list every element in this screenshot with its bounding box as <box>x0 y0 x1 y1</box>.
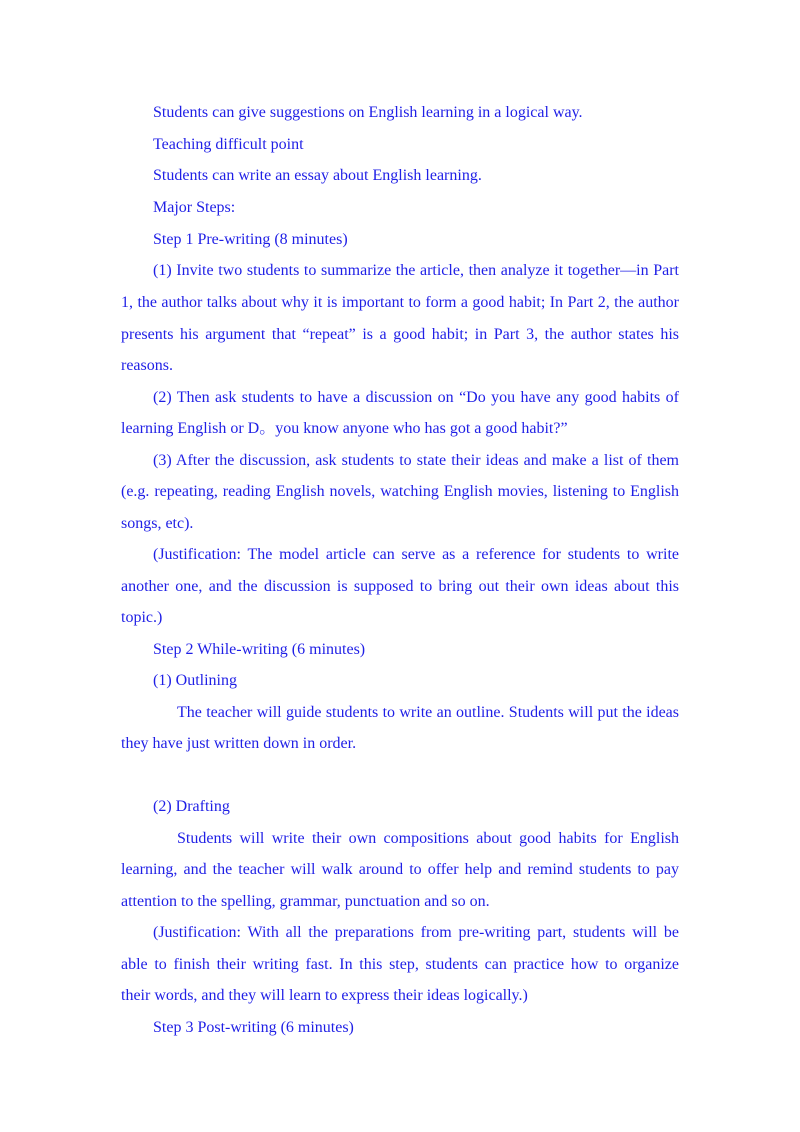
justification-line: their words, and they will learn to express their ideas logically.) <box>121 987 528 1004</box>
paragraph-line: learning, and the teacher will walk around to offer help and remind students to pay <box>121 861 679 878</box>
step-2-heading: Step 2 While-writing (6 minutes) <box>153 641 366 658</box>
paragraph-line: attention to the spelling, grammar, punctuation and so on. <box>121 893 490 910</box>
section-heading-major-steps: Major Steps: <box>153 199 236 216</box>
objective-line: Students can give suggestions on English learning in a logical way. <box>153 104 583 121</box>
justification-line: (Justification: The model article can serve as a reference for students to write <box>153 546 679 563</box>
paragraph-line: learning English or D。you know anyone who has got a good habit?” <box>121 420 568 437</box>
paragraph-line: The teacher will guide students to write an outline. Students will put the ideas <box>177 704 679 721</box>
paragraph-line: they have just written down in order. <box>121 735 357 752</box>
paragraph-line: songs, etc). <box>121 515 194 532</box>
paragraph-line: (e.g. repeating, reading English novels, watching English movies, listening to English <box>121 483 679 500</box>
step-3-heading: Step 3 Post-writing (6 minutes) <box>153 1019 354 1036</box>
step-1-heading: Step 1 Pre-writing (8 minutes) <box>153 231 348 248</box>
justification-line: able to finish their writing fast. In this step, students can practice how to organize <box>121 956 679 973</box>
paragraph-line: reasons. <box>121 357 173 374</box>
justification-line: another one, and the discussion is supposed to bring out their own ideas about this <box>121 578 679 595</box>
difficult-point-text: Students can write an essay about English learning. <box>153 167 482 184</box>
paragraph-line: 1, the author talks about why it is important to form a good habit; In Part 2, the author <box>121 294 679 311</box>
drafting-heading: (2) Drafting <box>153 798 230 815</box>
justification-line: (Justification: With all the preparations from pre-writing part, students will be <box>153 924 679 941</box>
paragraph-line: (1) Invite two students to summarize the article, then analyze it together—in Part <box>153 262 679 279</box>
justification-line: topic.) <box>121 609 163 626</box>
paragraph-line: Students will write their own compositions about good habits for English <box>177 830 679 847</box>
outlining-heading: (1) Outlining <box>153 672 237 689</box>
paragraph-line: (3) After the discussion, ask students to state their ideas and make a list of them <box>153 452 679 469</box>
paragraph-line: (2) Then ask students to have a discussion on “Do you have any good habits of <box>153 389 679 406</box>
paragraph-line: presents his argument that “repeat” is a good habit; in Part 3, the author states his <box>121 326 679 343</box>
section-heading-difficult-point: Teaching difficult point <box>153 136 304 153</box>
